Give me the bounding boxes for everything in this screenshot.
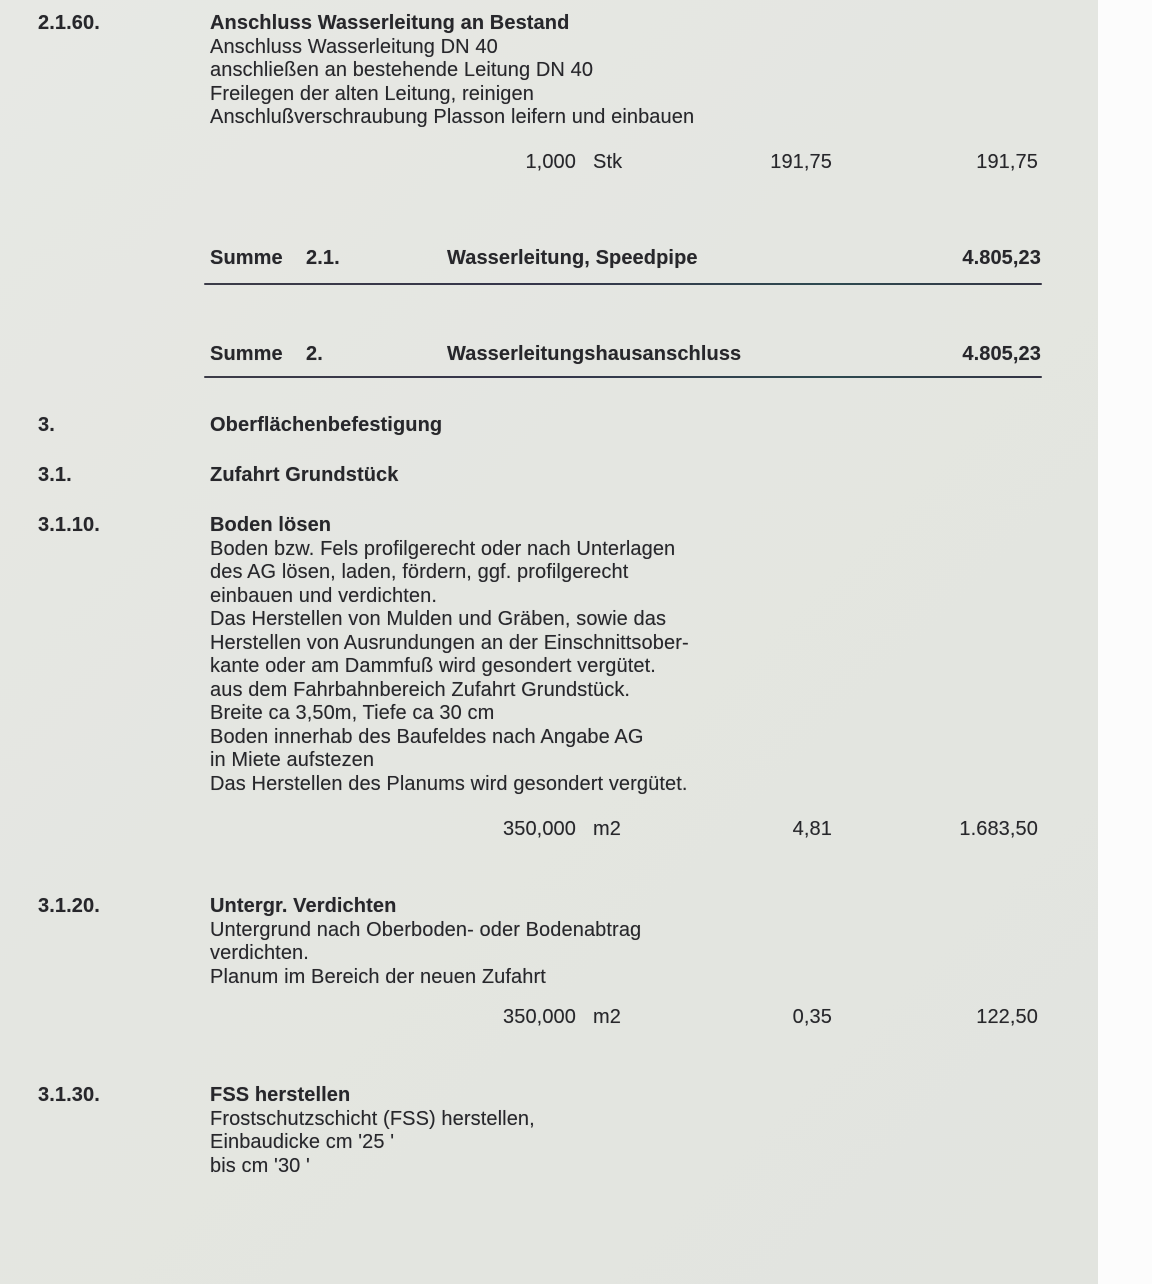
description-line: einbauen und verdichten. [210,584,438,607]
description-line: des AG lösen, laden, fördern, ggf. profilgerecht [210,561,629,583]
unit-value: m2 [593,1006,621,1028]
description-line: Boden innerhab des Baufeldes nach Angabe AG [210,725,644,748]
summary-number: 2. [306,343,323,365]
item-number: 3.1.20. [38,895,100,917]
line-item-3-1-20 [0,895,1098,989]
item-title: Anschluss Wasserleitung an Bestand [210,12,570,34]
line-item-3-1-10 [0,514,1098,796]
description-line: Das Herstellen von Mulden und Gräben, sowie das [210,608,667,630]
description-line: Herstellen von Ausrundungen an der Einschnittsober- [210,631,689,654]
item-description [210,538,830,797]
item-number: 3.1.10. [38,514,100,536]
quantity-value: 350,000 [503,818,576,840]
line-item-3-1-30 [0,1084,1098,1178]
summary-label: Summe [210,343,283,365]
section-number: 3.1. [38,464,72,486]
description-line: bis cm '30 ' [210,1154,310,1177]
unit-price-value: 4,81 [792,818,832,840]
total-value: 191,75 [976,151,1038,173]
description-line: Frostschutzschicht (FSS) herstellen, [210,1107,535,1130]
description-line: Breite ca 3,50m, Tiefe ca 30 cm [210,702,495,724]
section-heading-3-1 [0,464,1098,488]
line-item-2-1-60 [0,12,1098,130]
description-line: Das Herstellen des Planums wird gesondert vergütet. [210,772,688,795]
unit-value: Stk [593,151,623,173]
item-title: Untergr. Verdichten [210,895,397,917]
description-line: Einbaudicke cm '25 ' [210,1131,395,1153]
unit-price-value: 191,75 [770,151,832,173]
summary-total: 4.805,23 [962,247,1041,269]
item-description [210,36,830,130]
summary-label: Summe [210,247,283,269]
description-line: Untergrund nach Oberboden- oder Bodenabtrag [210,918,642,941]
summary-underline [204,376,1042,378]
item-number: 2.1.60. [38,12,100,34]
summary-title: Wasserleitungshausanschluss [447,343,742,365]
quantity-value: 350,000 [503,1006,576,1028]
summary-total: 4.805,23 [962,343,1041,365]
item-title: Boden lösen [210,514,332,536]
summary-underline [204,283,1042,285]
item-description [210,919,830,990]
section-number: 3. [38,414,55,436]
description-line: Freilegen der alten Leitung, reinigen [210,82,534,105]
item-description [210,1108,830,1179]
section-heading-3 [0,414,1098,438]
summary-number: 2.1. [306,247,340,269]
description-line: Anschlußverschraubung Plasson leifern und einbauen [210,106,695,128]
quantity-value: 1,000 [525,151,576,173]
item-number: 3.1.30. [38,1084,100,1106]
scan-edge-background [1098,0,1152,1284]
unit-value: m2 [593,818,621,840]
description-line: Anschluss Wasserleitung DN 40 [210,35,498,58]
item-title: FSS herstellen [210,1084,351,1106]
summary-title: Wasserleitung, Speedpipe [447,247,698,269]
unit-price-value: 0,35 [792,1006,832,1028]
description-line: kante oder am Dammfuß wird gesondert vergütet. [210,655,656,677]
description-line: in Miete aufstezen [210,749,375,771]
description-line: aus dem Fahrbahnbereich Zufahrt Grundstück. [210,678,631,701]
description-line: Planum im Bereich der neuen Zufahrt [210,965,546,988]
description-line: verdichten. [210,942,309,964]
description-line: Boden bzw. Fels profilgerecht oder nach Unterlagen [210,537,676,560]
description-line: anschließen an bestehende Leitung DN 40 [210,59,594,81]
section-title: Oberflächenbefestigung [210,414,443,436]
total-value: 122,50 [976,1006,1038,1028]
total-value: 1.683,50 [959,818,1038,840]
section-title: Zufahrt Grundstück [210,464,399,486]
